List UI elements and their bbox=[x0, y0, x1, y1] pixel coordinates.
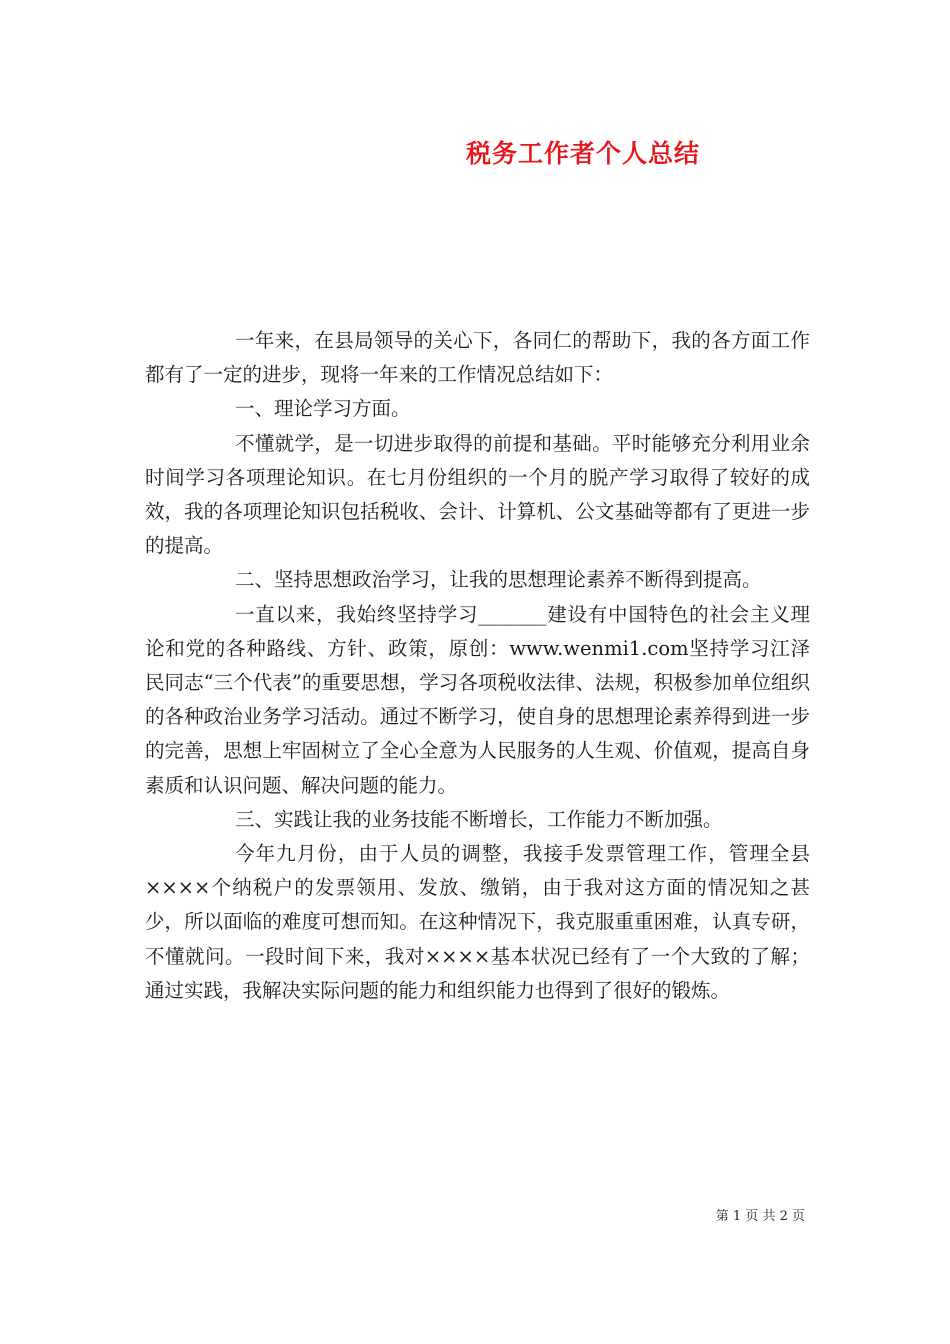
heading-practice: 三、实践让我的业务技能不断增长，工作能力不断加强。 bbox=[235, 807, 723, 831]
heading-theory-study: 一、理论学习方面。 bbox=[235, 397, 411, 421]
document-body bbox=[145, 324, 810, 1008]
paragraph-theory-study: 不懂就学，是一切进步取得的前提和基础。平时能够充分利用业余时间学习各项理论知识。在七月份组织的一个月的脱产学习取得了较好的成效，我的各项理论知识包括税收、会计、计算机、公文基础等都有了更进一步的提高。 bbox=[145, 431, 810, 558]
document-title: 税务工作者个人总结 bbox=[465, 139, 700, 168]
heading-political-study: 二、坚持思想政治学习，让我的思想理论素养不断得到提高。 bbox=[235, 568, 762, 592]
paragraph-intro: 一年来，在县局领导的关心下，各同仁的帮助下，我的各方面工作都有了一定的进步，现将一年来的工作情况总结如下： bbox=[145, 329, 810, 387]
paragraph-political-study: 一直以来，我始终坚持学习_______建设有中国特色的社会主义理论和党的各种路线、方针、政策，原创：www.wenmi1.com坚持学习江泽民同志“三个代表”的重要思想，学习各项税收法律、法规，积极参加单位组织的各种政治业务学习活动。通过不断学习，使自身的思想理论素养得到进一步的完善，思想上牢固树立了全心全意为人民服务的人生观、价值观，提高自身素质和认识问题、解决问题的能力。 bbox=[145, 602, 810, 797]
paragraph-practice: 今年九月份，由于人员的调整，我接手发票管理工作，管理全县××××个纳税户的发票领用、发放、缴销，由于我对这方面的情况知之甚少，所以面临的难度可想而知。在这种情况下，我克服重重困难，认真专研，不懂就问。一段时间下来，我对××××基本状况已经有了一个大致的了解；通过实践，我解决实际问题的能力和组织能力也得到了很好的锻炼。 bbox=[145, 842, 810, 1002]
page-number: 第 1 页 共 2 页 bbox=[715, 1209, 805, 1224]
